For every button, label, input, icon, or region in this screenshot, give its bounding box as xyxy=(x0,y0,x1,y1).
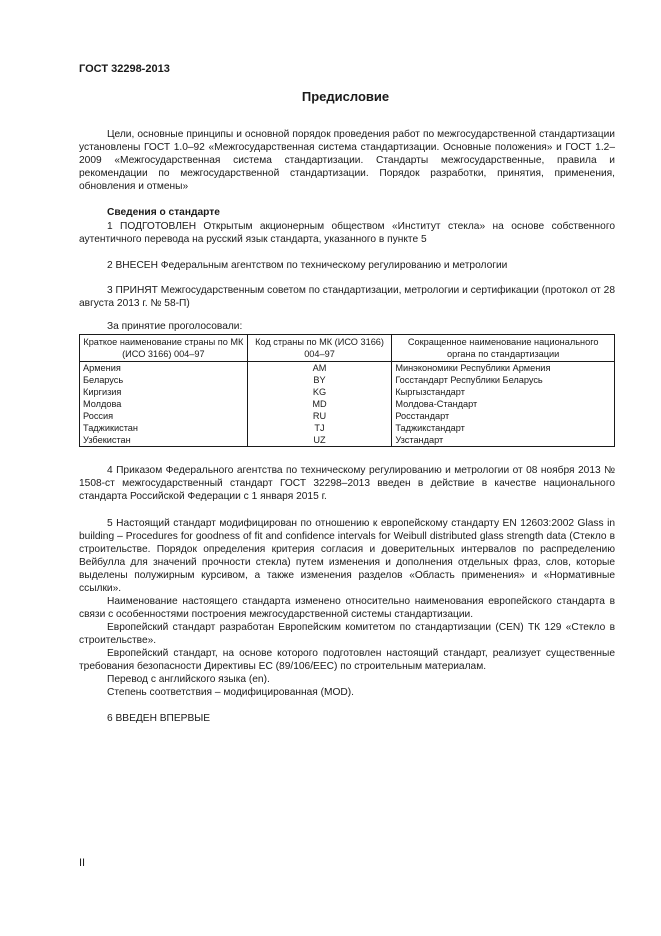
table-cell-country: Армения xyxy=(80,362,248,375)
table-cell-body: Таджикстандарт xyxy=(392,422,615,434)
table-cell-country: Узбекистан xyxy=(80,434,248,447)
table-cell-country: Таджикистан xyxy=(80,422,248,434)
table-header-code: Код страны по МК (ИСО 3166) 004–97 xyxy=(247,335,392,362)
item-1: 1 ПОДГОТОВЛЕН Открытым акционерным обществом «Институт стекла» на основе собственного аутентичного перевода на русский язык стандарта, указанного в пункте 5 xyxy=(79,221,615,246)
table-cell-code: AM xyxy=(247,362,392,375)
table-cell-code: UZ xyxy=(247,434,392,447)
voted-label: За принятие проголосовали: xyxy=(107,321,243,332)
item-5-paragraph-4: Европейский стандарт, на основе которого подготовлен настоящий стандарт, реализует существенные требования безопасности Директивы ЕС (89/106/EEC) по строительным материалам. xyxy=(79,648,615,673)
item-2: 2 ВНЕСЕН Федеральным агентством по техническому регулированию и метрологии xyxy=(107,260,508,271)
item-5-paragraph-6: Степень соответствия – модифицированная (MOD). xyxy=(107,687,355,698)
table-cell-body: Росстандарт xyxy=(392,410,615,422)
info-heading: Сведения о стандарте xyxy=(107,207,220,218)
table-cell-country: Киргизия xyxy=(80,386,248,398)
table-row xyxy=(80,374,615,386)
table-row xyxy=(80,434,615,447)
item-5: 5 Настоящий стандарт модифицирован по отношению к европейскому стандарту EN 12603:2002 Glass in building – Procedures for goodness of fit and confidence intervals for Weibull distributed glass strength data (Стекло в строительстве. Порядок определения критерия согласия и доверительных интервалов по распределению Вейбулла для значений прочности стекла) путем изменения и дополнения отдельных фраз, слов, которые выделены полужирным курсивом, а также изменения разделов «Область применения» и «Нормативные ссылки». xyxy=(79,518,615,595)
table-cell-code: MD xyxy=(247,398,392,410)
item-3: 3 ПРИНЯТ Межгосударственным советом по стандартизации, метрологии и сертификации (протокол от 28 августа 2013 г. № 58-П) xyxy=(79,285,615,310)
item-5-paragraph-2: Наименование настоящего стандарта изменено относительно наименования европейского стандарта в связи с особенностями построения межгосударственной системы стандартизации. xyxy=(79,596,615,621)
table-row xyxy=(80,398,615,410)
table-cell-code: RU xyxy=(247,410,392,422)
table-header-country: Краткое наименование страны по МК (ИСО 3166) 004–97 xyxy=(80,335,248,362)
voting-table xyxy=(79,334,615,447)
table-row xyxy=(80,410,615,422)
table-cell-code: KG xyxy=(247,386,392,398)
item-4: 4 Приказом Федерального агентства по техническому регулированию и метрологии от 08 ноября 2013 № 1508-ст межгосударственный стандарт ГОСТ 32298–2013 введен в действие в качестве национального стандарта Российской Федерации с 1 января 2015 г. xyxy=(79,465,615,503)
item-5-paragraph-3: Европейский стандарт разработан Европейским комитетом по стандартизации (CEN) ТК 129 «Стекло в строительстве». xyxy=(79,622,615,647)
table-cell-country: Беларусь xyxy=(80,374,248,386)
document-header: ГОСТ 32298-2013 xyxy=(79,63,170,75)
table-cell-country: Молдова xyxy=(80,398,248,410)
table-cell-code: TJ xyxy=(247,422,392,434)
table-cell-code: BY xyxy=(247,374,392,386)
page-number: II xyxy=(79,857,86,869)
table-row xyxy=(80,362,615,375)
table-cell-body: Минэкономики Республики Армения xyxy=(392,362,615,375)
table-cell-country: Россия xyxy=(80,410,248,422)
table-header-row xyxy=(80,335,615,362)
item-5-paragraph-5: Перевод с английского языка (en). xyxy=(107,674,270,685)
table-cell-body: Узстандарт xyxy=(392,434,615,447)
table-row xyxy=(80,422,615,434)
table-row xyxy=(80,386,615,398)
intro-paragraph: Цели, основные принципы и основной порядок проведения работ по межгосударственной стандартизации установлены ГОСТ 1.0–92 «Межгосударственная система стандартизации. Основные положения» и ГОСТ 1.2–2009 «Межгосударственная система стандартизации. Стандарты межгосударственные, правила и рекомендации по межгосударственной стандартизации. Порядок разработки, принятия, применения, обновления и отмены» xyxy=(79,129,615,193)
item-6: 6 ВВЕДЕН ВПЕРВЫЕ xyxy=(107,713,211,724)
table-header-body: Сокращенное наименование национального органа по стандартизации xyxy=(392,335,615,362)
table-cell-body: Молдова-Стандарт xyxy=(392,398,615,410)
table-cell-body: Кыргызстандарт xyxy=(392,386,615,398)
section-title: Предисловие xyxy=(301,89,390,104)
table-cell-body: Госстандарт Республики Беларусь xyxy=(392,374,615,386)
